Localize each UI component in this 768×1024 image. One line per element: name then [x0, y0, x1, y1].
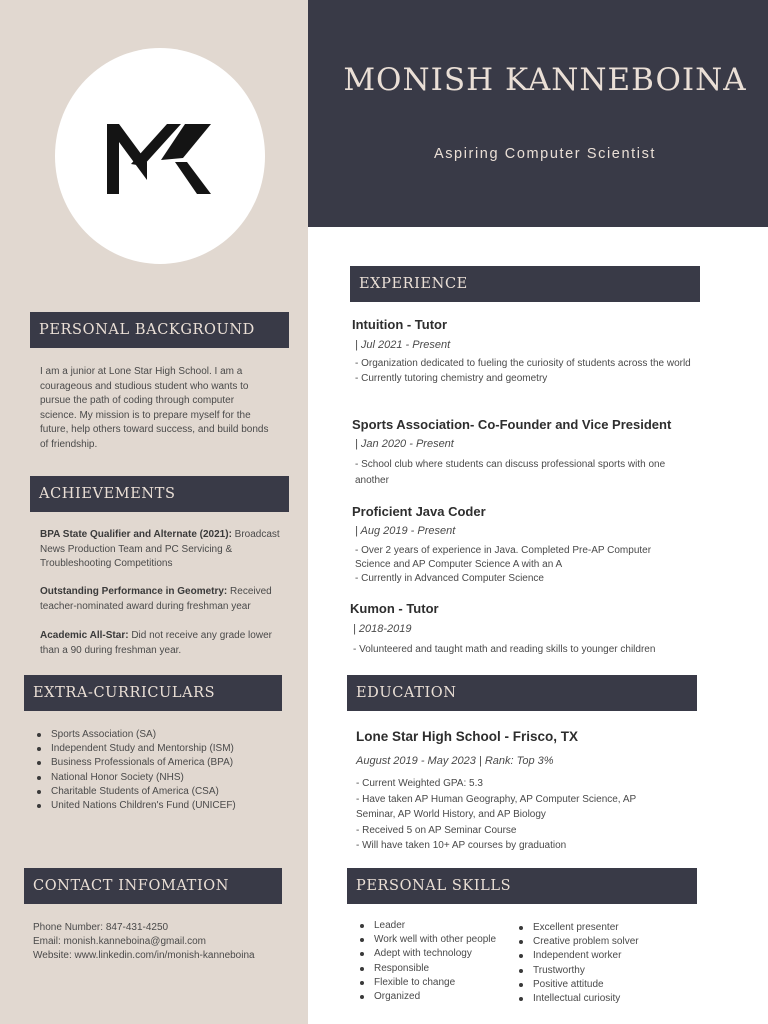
- list-item: Business Professionals of America (BPA): [34, 756, 294, 770]
- personal-skills-heading: PERSONAL SKILLS: [347, 868, 697, 904]
- job-title: Kumon - Tutor: [350, 601, 439, 616]
- list-item: Flexible to change: [357, 976, 522, 990]
- skills-list-right: [516, 921, 676, 1006]
- education-heading: EDUCATION: [347, 675, 697, 711]
- list-item: Excellent presenter: [516, 921, 676, 935]
- list-item: Intellectual curiosity: [516, 992, 676, 1006]
- resume-name: MONISH KANNEBOINA: [343, 62, 747, 98]
- job-description: - School club where students can discuss professional sports with one another: [355, 459, 666, 486]
- job-title: Intuition - Tutor: [352, 317, 448, 332]
- list-item: Sports Association (SA): [34, 728, 294, 742]
- list-item: Creative problem solver: [516, 935, 676, 949]
- job-title: Sports Association- Co-Founder and Vice President: [352, 417, 672, 432]
- list-item: Work well with other people: [357, 933, 522, 947]
- skills-list-left: [357, 919, 522, 1004]
- job-title: Proficient Java Coder: [352, 504, 486, 519]
- job-date: | Jan 2020 - Present: [355, 438, 454, 450]
- list-item: Positive attitude: [516, 978, 676, 992]
- education-description: - Current Weighted GPA: 5.3 - Have taken AP Human Geography, AP Computer Science, AP Seminar, AP World History, and AP Biology - Received 5 on AP Seminar Course - Will have taken 10+ AP courses by graduation: [356, 778, 636, 851]
- personal-background-heading: PERSONAL BACKGROUND: [30, 312, 289, 348]
- list-item: Adept with technology: [357, 947, 522, 961]
- achievement-item: BPA State Qualifier and Alternate (2021): Broadcast News Production Team and PC Servicing & Troubleshooting Competitions: [40, 529, 280, 570]
- job-date: | 2018-2019: [353, 623, 412, 635]
- header-block: [308, 0, 768, 227]
- email-address[interactable]: Email: monish.kanneboina@gmail.com: [33, 936, 207, 947]
- experience-heading: EXPERIENCE: [350, 266, 700, 302]
- list-item: Independent worker: [516, 949, 676, 963]
- job-date: | Aug 2019 - Present: [355, 525, 456, 537]
- job-date: | Jul 2021 - Present: [355, 339, 451, 351]
- personal-background-text: I am a junior at Lone Star High School. I am a courageous and studious student who wants to pursue the path of coding through computer science. My mission is to prepare myself for the future, help others toward success, and build bonds of friendship.: [40, 366, 269, 450]
- job-description: - Organization dedicated to fueling the curiosity of students across the world - Currently tutoring chemistry and geometry: [355, 358, 691, 384]
- job-description: - Over 2 years of experience in Java. Completed Pre-AP Computer Science and AP Computer Science A with an A - Currently in Advanced Computer Science: [355, 545, 652, 584]
- school-name: Lone Star High School - Frisco, TX: [356, 729, 579, 744]
- contact-info: [33, 921, 303, 963]
- website-link[interactable]: Website: www.linkedin.com/in/monish-kanneboina: [33, 950, 255, 961]
- list-item: Organized: [357, 990, 522, 1004]
- achievement-item: Academic All-Star: Did not receive any grade lower than a 90 during freshman year.: [40, 630, 272, 656]
- job-description: - Volunteered and taught math and reading skills to younger children: [353, 644, 656, 655]
- education-date: August 2019 - May 2023 | Rank: Top 3%: [356, 755, 554, 767]
- extracurriculars-heading: EXTRA-CURRICULARS: [24, 675, 282, 711]
- achievements-heading: ACHIEVEMENTS: [30, 476, 289, 512]
- list-item: Responsible: [357, 962, 522, 976]
- contact-heading: CONTACT INFOMATION: [24, 868, 282, 904]
- extracurriculars-list: [34, 728, 294, 813]
- achievement-item: Outstanding Performance in Geometry: Received teacher-nominated award during freshman year: [40, 586, 272, 612]
- mk-logo-icon: [103, 118, 213, 196]
- list-item: Trustworthy: [516, 964, 676, 978]
- list-item: Independent Study and Mentorship (ISM): [34, 742, 294, 756]
- list-item: National Honor Society (NHS): [34, 771, 294, 785]
- resume-tagline: Aspiring Computer Scientist: [433, 146, 657, 162]
- list-item: United Nations Children's Fund (UNICEF): [34, 799, 294, 813]
- list-item: Charitable Students of America (CSA): [34, 785, 294, 799]
- list-item: Leader: [357, 919, 522, 933]
- phone-number: Phone Number: 847-431-4250: [33, 922, 169, 933]
